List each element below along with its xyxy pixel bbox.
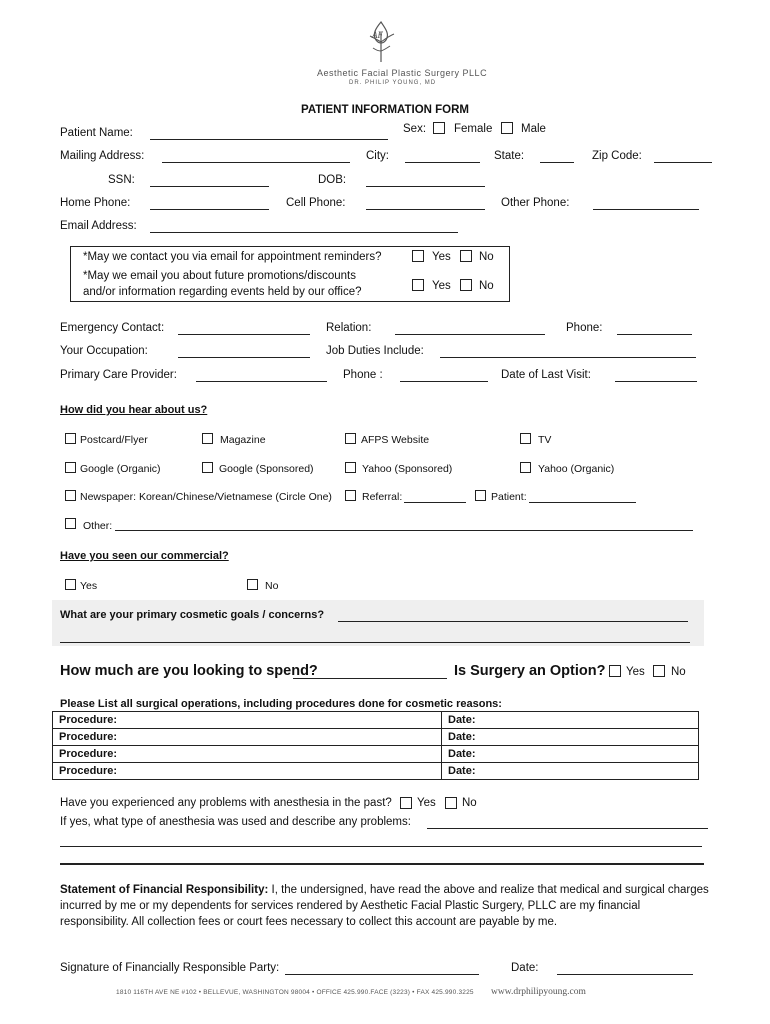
practice-name: Aesthetic Facial Plastic Surgery PLLC	[317, 68, 488, 78]
financial-line2: incurred by me or my dependents for services rendered by Aesthetic Facial Plastic Surgery, PLLC are my financial	[60, 900, 641, 912]
dob-label: DOB:	[318, 174, 347, 186]
occupation-field[interactable]	[178, 357, 310, 358]
female-checkbox[interactable]	[433, 122, 445, 134]
yahoo-sponsored-label: Yahoo (Sponsored)	[362, 463, 453, 475]
procedure-cell[interactable]: Procedure:	[53, 712, 442, 729]
patient-name-label: Patient Name:	[60, 127, 133, 139]
cell-phone-field[interactable]	[366, 209, 485, 210]
dob-field[interactable]	[366, 186, 485, 187]
ssn-label: SSN:	[108, 174, 135, 186]
yahoo-organic-checkbox[interactable]	[520, 462, 531, 473]
patient-referral-field[interactable]	[529, 502, 636, 503]
commercial-yes-checkbox[interactable]	[65, 579, 76, 590]
sex-label: Sex:	[403, 123, 427, 135]
yahoo-sponsored-checkbox[interactable]	[345, 462, 356, 473]
svg-text:AF: AF	[372, 30, 383, 40]
patient-name-field[interactable]	[150, 139, 388, 140]
financial-statement	[60, 882, 710, 930]
section-divider	[60, 863, 704, 865]
anesthesia-no-label: No	[462, 797, 477, 809]
goals-field-1[interactable]	[338, 621, 688, 622]
consent-q2-line2: and/or information regarding events held by our office?	[83, 286, 362, 298]
other-label: Other:	[83, 520, 113, 532]
consent-q1-yes-label: Yes	[432, 251, 451, 263]
anesthesia-yes-label: Yes	[417, 797, 436, 809]
city-label: City:	[366, 150, 389, 162]
footer-address: 1810 116TH AVE NE #102 • BELLEVUE, WASHINGTON 98004 • OFFICE 425.990.FACE (3223) • FAX 425.990.3225	[116, 989, 474, 996]
relation-field[interactable]	[395, 334, 545, 335]
commercial-heading: Have you seen our commercial?	[60, 550, 229, 562]
anesthesia-field-2[interactable]	[60, 846, 702, 847]
postcard-label: Postcard/Flyer	[80, 434, 148, 446]
newspaper-checkbox[interactable]	[65, 490, 76, 501]
magazine-checkbox[interactable]	[202, 433, 213, 444]
occupation-label: Your Occupation:	[60, 345, 148, 357]
anesthesia-yes-checkbox[interactable]	[400, 797, 412, 809]
signature-label: Signature of Financially Responsible Party:	[60, 962, 280, 974]
emergency-phone-label: Phone:	[566, 322, 603, 334]
anesthesia-no-checkbox[interactable]	[445, 797, 457, 809]
job-duties-label: Job Duties Include:	[326, 345, 424, 357]
male-checkbox[interactable]	[501, 122, 513, 134]
ssn-field[interactable]	[150, 186, 269, 187]
mailing-address-label: Mailing Address:	[60, 150, 145, 162]
afps-website-label: AFPS Website	[361, 434, 430, 446]
procedure-cell[interactable]: Procedure:	[53, 729, 442, 746]
goals-field-2[interactable]	[60, 642, 690, 643]
surgery-no-label: No	[671, 666, 686, 678]
other-phone-field[interactable]	[593, 209, 699, 210]
google-organic-checkbox[interactable]	[65, 462, 76, 473]
date-cell[interactable]: Date:	[442, 729, 699, 746]
patient-referral-label: Patient:	[491, 491, 527, 503]
yahoo-organic-label: Yahoo (Organic)	[538, 463, 615, 475]
surgery-yes-checkbox[interactable]	[609, 665, 621, 677]
procedure-cell[interactable]: Procedure:	[53, 763, 442, 780]
financial-line1: I, the undersigned, have read the above and realize that medical and surgical charges	[268, 884, 709, 896]
last-visit-label: Date of Last Visit:	[501, 369, 591, 381]
primary-care-field[interactable]	[196, 381, 327, 382]
zip-code-field[interactable]	[654, 162, 712, 163]
commercial-yes-label: Yes	[80, 580, 98, 592]
surgery-yes-label: Yes	[626, 666, 645, 678]
other-checkbox[interactable]	[65, 518, 76, 529]
postcard-checkbox[interactable]	[65, 433, 76, 444]
table-row	[53, 763, 699, 780]
patient-referral-checkbox[interactable]	[475, 490, 486, 501]
cell-phone-label: Cell Phone:	[286, 197, 346, 209]
signature-date-field[interactable]	[557, 974, 693, 975]
commercial-no-checkbox[interactable]	[247, 579, 258, 590]
surgery-option-label: Is Surgery an Option?	[454, 663, 606, 679]
procedure-cell[interactable]: Procedure:	[53, 746, 442, 763]
pcp-phone-label: Phone :	[343, 369, 383, 381]
primary-care-label: Primary Care Provider:	[60, 369, 177, 381]
consent-q2-yes-checkbox[interactable]	[412, 279, 424, 291]
email-address-field[interactable]	[150, 232, 458, 233]
consent-q2-line1: *May we email you about future promotions/discounts	[83, 270, 356, 282]
commercial-no-label: No	[265, 580, 279, 592]
goals-section	[52, 600, 704, 646]
signature-date-label: Date:	[511, 962, 539, 974]
job-duties-field[interactable]	[440, 357, 696, 358]
anesthesia-followup: If yes, what type of anesthesia was used and describe any problems:	[60, 816, 411, 828]
tv-label: TV	[538, 434, 552, 446]
emergency-contact-label: Emergency Contact:	[60, 322, 165, 334]
consent-q2-no-checkbox[interactable]	[460, 279, 472, 291]
afps-website-checkbox[interactable]	[345, 433, 356, 444]
financial-line3: responsibility. All collection fees or court fees necessary to collect this account are payable by me.	[60, 916, 558, 928]
pcp-phone-field[interactable]	[400, 381, 488, 382]
consent-q1-yes-checkbox[interactable]	[412, 250, 424, 262]
surgeries-heading: Please List all surgical operations, including procedures done for cosmetic reasons:	[60, 698, 502, 710]
surgery-no-checkbox[interactable]	[653, 665, 665, 677]
home-phone-label: Home Phone:	[60, 197, 131, 209]
email-address-label: Email Address:	[60, 220, 137, 232]
relation-label: Relation:	[326, 322, 372, 334]
spend-field[interactable]	[293, 678, 447, 679]
state-label: State:	[494, 150, 525, 162]
other-field[interactable]	[115, 530, 693, 531]
state-field[interactable]	[540, 162, 574, 163]
doctor-name: DR. PHILIP YOUNG, MD	[349, 80, 437, 86]
google-organic-label: Google (Organic)	[80, 463, 161, 475]
date-cell[interactable]: Date:	[442, 746, 699, 763]
google-sponsored-label: Google (Sponsored)	[219, 463, 314, 475]
emergency-contact-field[interactable]	[178, 334, 310, 335]
table-row	[53, 729, 699, 746]
table-row	[53, 746, 699, 763]
male-label: Male	[521, 123, 546, 135]
financial-heading: Statement of Financial Responsibility:	[60, 884, 269, 896]
female-label: Female	[454, 123, 493, 135]
newspaper-label: Newspaper: Korean/Chinese/Vietnamese (Circle One)	[80, 491, 332, 503]
consent-q2-yes-label: Yes	[432, 280, 451, 292]
other-phone-label: Other Phone:	[501, 197, 570, 209]
date-cell[interactable]: Date:	[442, 712, 699, 729]
consent-q2-no-label: No	[479, 280, 494, 292]
google-sponsored-checkbox[interactable]	[202, 462, 213, 473]
anesthesia-question: Have you experienced any problems with anesthesia in the past?	[60, 797, 392, 809]
zip-code-label: Zip Code:	[592, 150, 642, 162]
date-cell[interactable]: Date:	[442, 763, 699, 780]
magazine-label: Magazine	[220, 434, 266, 446]
referral-checkbox[interactable]	[345, 490, 356, 501]
last-visit-field[interactable]	[615, 381, 697, 382]
consent-q1-no-label: No	[479, 251, 494, 263]
tv-checkbox[interactable]	[520, 433, 531, 444]
table-row	[53, 712, 699, 729]
anesthesia-field-1[interactable]	[427, 828, 708, 829]
surgeries-table	[52, 711, 699, 780]
city-field[interactable]	[405, 162, 480, 163]
goals-label: What are your primary cosmetic goals / concerns?	[60, 609, 325, 621]
spend-label: How much are you looking to spend?	[60, 663, 318, 679]
home-phone-field[interactable]	[150, 209, 269, 210]
signature-field[interactable]	[285, 974, 479, 975]
consent-q1-no-checkbox[interactable]	[460, 250, 472, 262]
footer-website: www.drphilipyoung.com	[491, 987, 586, 997]
referral-field[interactable]	[404, 502, 466, 503]
logo-icon	[358, 18, 404, 64]
emergency-phone-field[interactable]	[617, 334, 692, 335]
consent-q1: *May we contact you via email for appointment reminders?	[83, 251, 382, 263]
mailing-address-field[interactable]	[162, 162, 350, 163]
referral-heading: How did you hear about us?	[60, 404, 208, 416]
form-title: PATIENT INFORMATION FORM	[301, 104, 470, 116]
referral-label: Referral:	[362, 491, 403, 503]
